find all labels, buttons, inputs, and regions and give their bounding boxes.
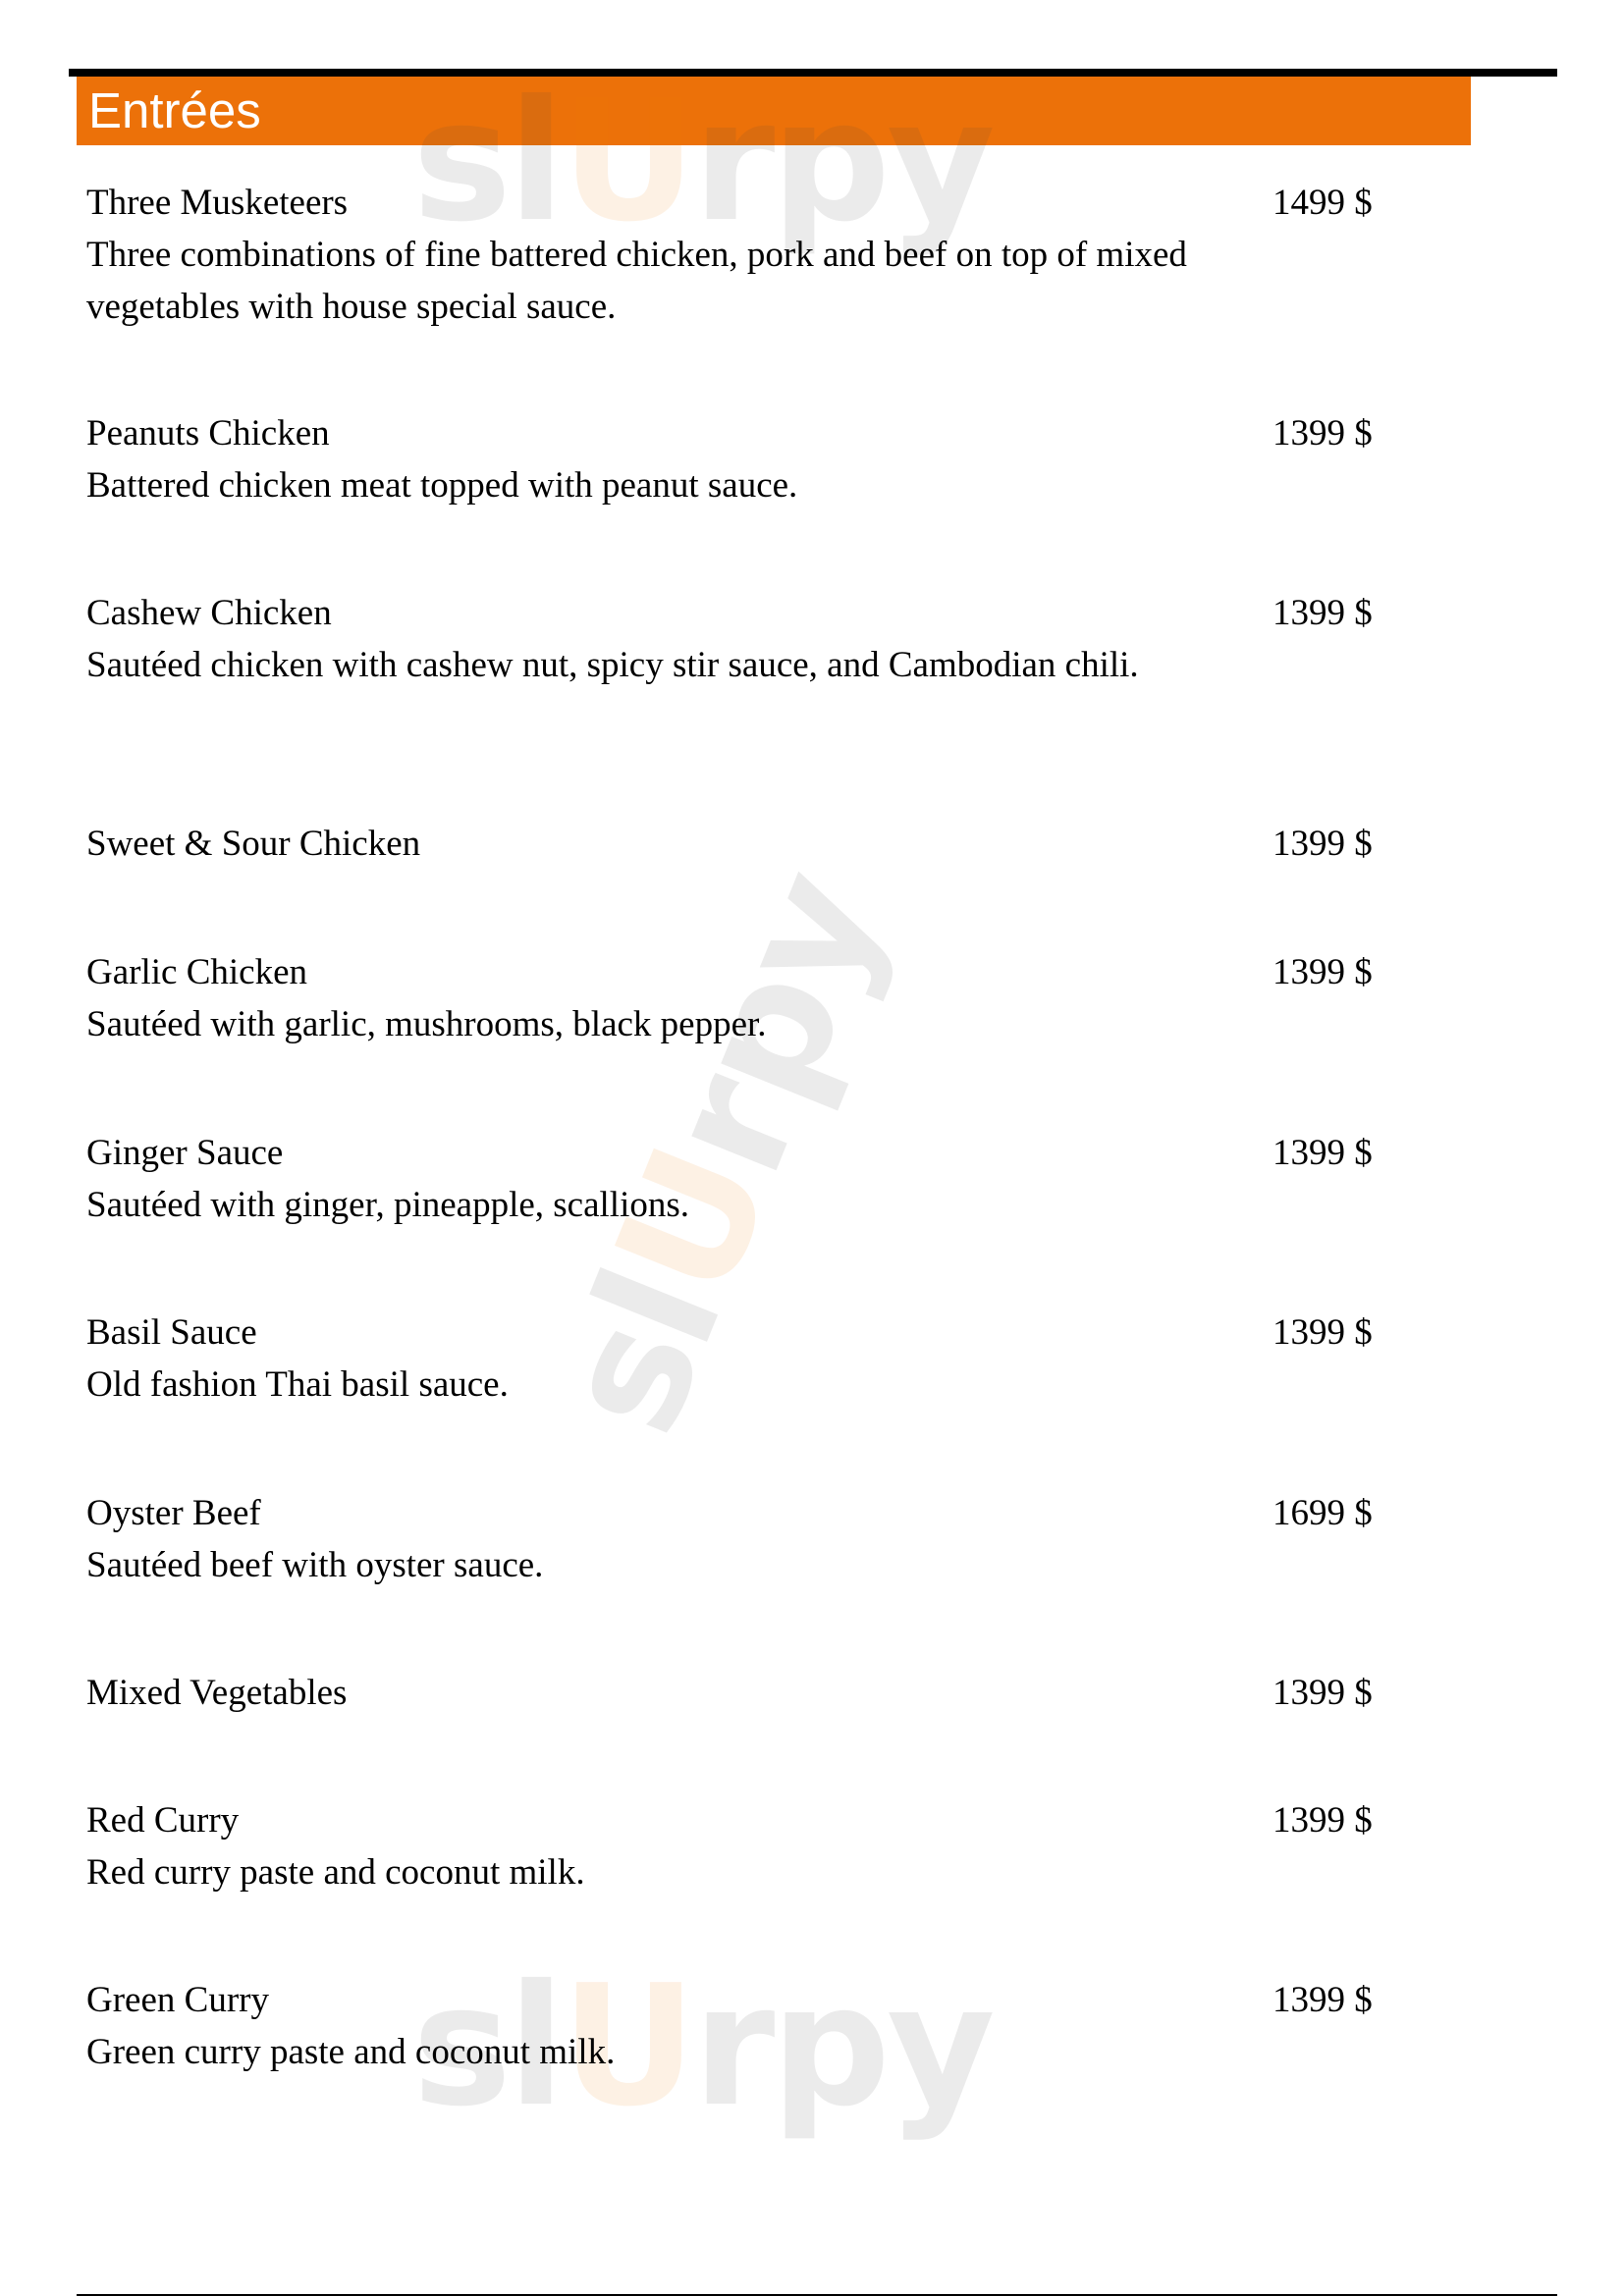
item-name: Basil Sauce	[86, 1312, 257, 1353]
item-price: 1399 $	[1272, 1800, 1373, 1841]
item-description: Battered chicken meat topped with peanut sauce.	[86, 465, 798, 506]
item-name: Mixed Vegetables	[86, 1673, 348, 1713]
item-price: 1499 $	[1272, 183, 1373, 223]
item-price: 1399 $	[1272, 413, 1373, 454]
item-description: Old fashion Thai basil sauce.	[86, 1364, 509, 1405]
menu-item-peanuts-chicken	[86, 407, 1402, 511]
menu-item-cashew-chicken	[86, 587, 1402, 691]
item-name: Red Curry	[86, 1800, 240, 1841]
item-price: 1399 $	[1272, 1312, 1373, 1353]
watermark-logo: slUrpy	[412, 65, 992, 259]
item-name: Peanuts Chicken	[86, 413, 330, 454]
top-rule	[69, 69, 1557, 77]
item-description: Red curry paste and coconut milk.	[86, 1852, 585, 1893]
item-name: Oyster Beef	[86, 1493, 261, 1533]
item-price: 1399 $	[1272, 1673, 1373, 1713]
watermark-logo: slUrpy	[522, 848, 921, 1459]
item-description: Green curry paste and coconut milk.	[86, 2032, 616, 2072]
item-description: Sautéed chicken with cashew nut, spicy stir sauce, and Cambodian chili.	[86, 645, 1139, 685]
item-price: 1699 $	[1272, 1493, 1373, 1533]
item-name: Sweet & Sour Chicken	[86, 824, 421, 864]
item-name: Cashew Chicken	[86, 593, 332, 633]
item-description: Three combinations of fine battered chicken, pork and beef on top of mixed vegetables with house special sauce.	[86, 235, 1187, 327]
item-description: Sautéed beef with oyster sauce.	[86, 1545, 544, 1585]
item-name: Three Musketeers	[86, 183, 349, 223]
menu-item-oyster-beef	[86, 1487, 1402, 1591]
section-header	[77, 77, 1471, 145]
item-name: Ginger Sauce	[86, 1133, 284, 1173]
menu-item-red-curry	[86, 1794, 1402, 1898]
menu-item-sweet-sour-chicken	[86, 818, 1402, 870]
item-description: Sautéed with ginger, pineapple, scallions.	[86, 1185, 690, 1225]
menu-item-three-musketeers	[86, 177, 1402, 333]
item-price: 1399 $	[1272, 1980, 1373, 2020]
watermark-logo: slUrpy	[412, 1949, 992, 2144]
item-price: 1399 $	[1272, 824, 1373, 864]
menu-item-mixed-vegetables	[86, 1667, 1402, 1719]
item-name: Garlic Chicken	[86, 952, 307, 992]
item-name: Green Curry	[86, 1980, 269, 2020]
menu-item-ginger-sauce	[86, 1127, 1402, 1231]
menu-item-basil-sauce	[86, 1307, 1402, 1411]
menu-item-green-curry	[86, 1974, 1402, 2078]
item-price: 1399 $	[1272, 1133, 1373, 1173]
section-title: Entrées	[88, 82, 261, 138]
item-price: 1399 $	[1272, 952, 1373, 992]
item-description: Sautéed with garlic, mushrooms, black pepper.	[86, 1004, 767, 1044]
item-price: 1399 $	[1272, 593, 1373, 633]
menu-item-garlic-chicken	[86, 946, 1402, 1050]
